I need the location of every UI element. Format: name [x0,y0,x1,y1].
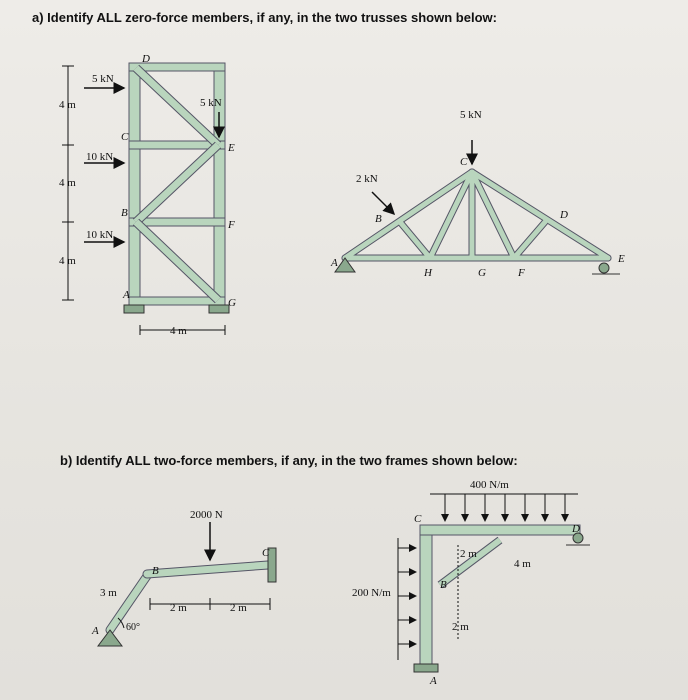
truss2-node-c: C [460,156,468,168]
truss1-node-a: A [123,289,130,301]
truss1-node-d: D [142,53,150,65]
frame2-node-d: D [572,523,580,535]
frame1-dim-3m: 3 m [100,587,117,599]
truss1-node-g: G [228,297,236,309]
frame-1 [91,509,276,646]
truss1-node-c: C [121,131,129,143]
truss1-load-b: 10 kN [86,229,114,241]
truss2-load-b: 2 kN [356,173,378,185]
frame2-dim-2m-bottom: 2 m [452,621,469,633]
frame-2 [352,479,590,687]
truss1-load-top-left: 5 kN [92,73,114,85]
frame2-node-c: C [414,513,422,525]
frame1-node-c: C [262,547,270,559]
truss-1 [59,53,236,337]
frame1-node-a: A [92,625,99,637]
truss1-dim-bottom: 4 m [170,325,187,337]
truss1-dim-2: 4 m [59,177,76,189]
question-b: b) Identify ALL two-force members, if any, in the two frames shown below: [60,453,518,468]
truss1-dim-3: 4 m [59,255,76,267]
truss1-node-b: B [121,207,128,219]
frame2-dim-4m: 4 m [514,558,531,570]
frame2-node-b: B [440,579,447,591]
truss2-node-b: B [375,213,382,225]
frame2-dist-load: 200 N/m [352,587,391,599]
frame1-node-b: B [152,565,159,577]
question-a: a) Identify ALL zero-force members, if any, in the two trusses shown below: [32,10,497,25]
truss1-load-e: 5 kN [200,97,222,109]
truss1-load-c: 10 kN [86,151,114,163]
truss2-node-a: A [331,257,338,269]
frame1-dim-2m-b: 2 m [230,602,247,614]
truss2-load-c: 5 kN [460,109,482,121]
frame1-angle: 60° [126,622,140,633]
truss2-node-g: G [478,267,486,279]
truss2-node-e: E [618,253,625,265]
frame2-dim-2m-top: 2 m [460,548,477,560]
truss1-dim-1: 4 m [59,99,76,111]
frame2-node-a: A [430,675,437,687]
frame1-load: 2000 N [190,509,223,521]
truss1-node-f: F [228,219,235,231]
truss2-node-d: D [560,209,568,221]
truss1-node-e: E [228,142,235,154]
truss2-node-f: F [518,267,525,279]
truss2-node-h: H [424,267,432,279]
frame2-load: 400 N/m [470,479,509,491]
frame1-dim-2m-a: 2 m [170,602,187,614]
